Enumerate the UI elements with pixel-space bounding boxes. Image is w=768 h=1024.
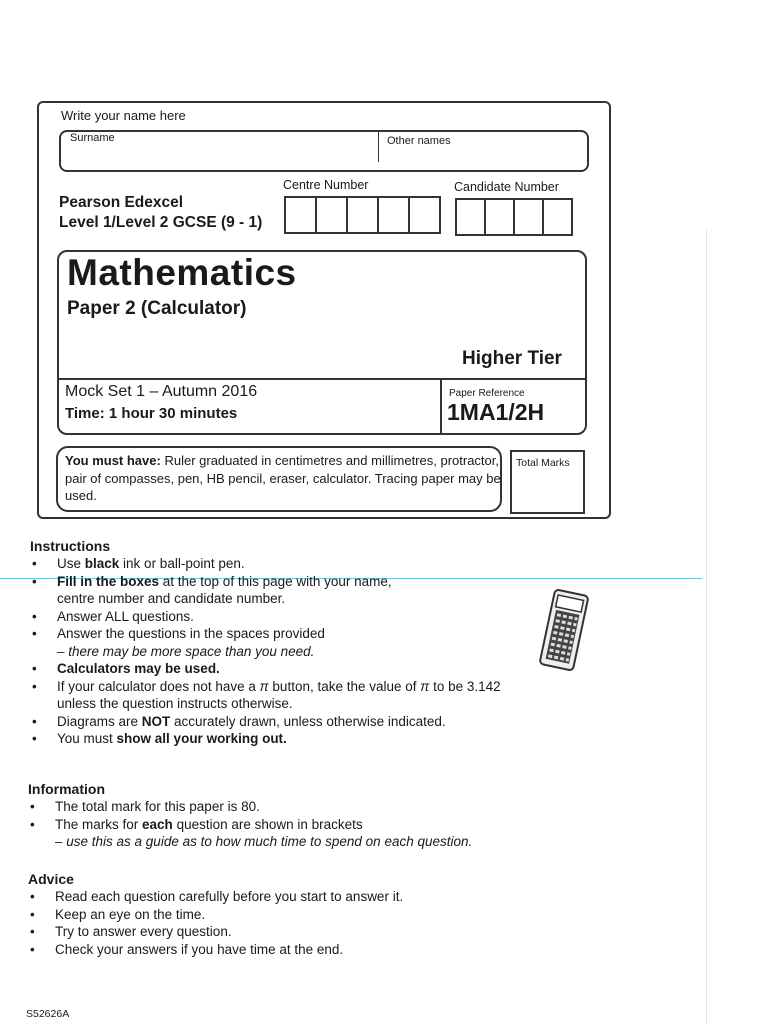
instructions-list xyxy=(30,555,590,748)
candidate-number-label: Candidate Number xyxy=(454,180,559,194)
instruction-text: to be 3.142 xyxy=(429,678,501,694)
information-text: The total mark for this paper is 80. xyxy=(55,799,260,814)
exam-board xyxy=(59,193,262,233)
name-divider xyxy=(378,130,379,162)
bullet: • xyxy=(30,941,35,957)
instruction-text: unless the question instructs otherwise. xyxy=(57,696,293,711)
centre-number-digit-box[interactable] xyxy=(408,196,441,234)
bullet: • xyxy=(32,713,37,729)
advice-heading: Advice xyxy=(28,871,74,887)
information-list xyxy=(28,798,588,851)
bullet: • xyxy=(32,661,37,676)
list-item xyxy=(28,923,588,941)
instructions-heading: Instructions xyxy=(30,538,111,554)
instruction-note: – there may be more space than you need. xyxy=(57,643,315,659)
name-prompt: Write your name here xyxy=(61,108,186,123)
centre-number-digit-box[interactable] xyxy=(377,196,410,234)
session-label: Mock Set 1 – Autumn 2016 xyxy=(65,383,258,400)
name-field-box[interactable] xyxy=(59,130,589,172)
list-item xyxy=(30,573,590,608)
bullet: • xyxy=(32,556,37,571)
instruction-emphasis: Calculators may be used. xyxy=(57,661,220,676)
tier-label: Higher Tier xyxy=(462,348,562,369)
information-text: question are shown in brackets xyxy=(172,816,363,832)
time-allowed: Time: 1 hour 30 minutes xyxy=(65,405,238,422)
instruction-text: button, take the value of xyxy=(268,678,421,694)
centre-number-digit-box[interactable] xyxy=(315,196,348,234)
candidate-number-digit-box[interactable] xyxy=(542,198,573,236)
information-emphasis: each xyxy=(142,816,173,832)
bullet: • xyxy=(30,924,35,939)
instruction-text: You must xyxy=(57,731,117,746)
bullet: • xyxy=(32,678,37,694)
list-item xyxy=(30,730,590,748)
list-item xyxy=(30,713,590,731)
subject-title: Mathematics xyxy=(67,252,297,293)
list-item xyxy=(28,888,588,906)
instruction-emphasis: Fill in the boxes xyxy=(57,573,160,589)
paper-reference-label: Paper Reference xyxy=(449,388,525,399)
pi-symbol: π xyxy=(259,678,269,694)
surname-label: Surname xyxy=(70,132,115,144)
centre-number-label: Centre Number xyxy=(283,178,369,192)
paper-code: S52626A xyxy=(26,1008,70,1020)
bullet: • xyxy=(32,608,37,624)
candidate-number-digit-box[interactable] xyxy=(484,198,515,236)
qualification-level: Level 1/Level 2 GCSE (9 - 1) xyxy=(59,214,263,231)
requirements-list: Ruler graduated in centimetres and millimetres, protractor, pair of compasses, pen, HB pencil, eraser, calculator. Tracing paper may be used. xyxy=(65,453,501,503)
instruction-text: Answer the questions in the spaces provided xyxy=(57,626,325,641)
title-divider xyxy=(59,378,585,380)
candidate-number-boxes[interactable] xyxy=(455,198,571,236)
advice-list xyxy=(28,888,588,958)
scan-edge xyxy=(706,230,707,1024)
bullet: • xyxy=(32,626,37,641)
pi-symbol: π xyxy=(420,678,430,694)
list-item xyxy=(30,678,590,713)
paper-reference-code: 1MA1/2H xyxy=(447,399,545,425)
bullet: • xyxy=(32,731,37,746)
advice-text: Keep an eye on the time. xyxy=(55,906,206,922)
list-item xyxy=(28,798,588,816)
information-heading: Information xyxy=(28,781,105,797)
instruction-emphasis: NOT xyxy=(141,713,171,729)
list-item xyxy=(28,941,588,959)
instruction-text: at the top of this page with your name, xyxy=(159,573,392,589)
list-item xyxy=(30,608,590,626)
candidate-number-digit-box[interactable] xyxy=(513,198,544,236)
advice-text: Read each question carefully before you start to answer it. xyxy=(55,889,404,904)
calculator-icon xyxy=(535,588,593,677)
instruction-emphasis: black xyxy=(84,556,120,571)
requirements-text xyxy=(65,452,501,505)
instructions-section xyxy=(30,537,590,748)
instruction-text: Answer ALL questions. xyxy=(57,608,194,624)
list-item xyxy=(28,816,588,851)
board-name: Pearson Edexcel xyxy=(59,194,184,211)
instruction-text: ink or ball-point pen. xyxy=(119,556,245,571)
bullet: • xyxy=(30,816,35,832)
instruction-text: Diagrams are xyxy=(57,713,142,729)
other-names-label: Other names xyxy=(387,135,451,147)
list-item xyxy=(28,906,588,924)
instruction-text: centre number and candidate number. xyxy=(57,591,286,606)
centre-number-digit-box[interactable] xyxy=(284,196,317,234)
information-text: The marks for xyxy=(55,816,143,832)
requirements-lead: You must have: xyxy=(65,453,161,468)
list-item xyxy=(30,555,590,573)
information-note: – use this as a guide as to how much time to spend on each question. xyxy=(55,834,473,849)
advice-section xyxy=(28,870,588,958)
bullet: • xyxy=(30,906,35,922)
information-section xyxy=(28,780,588,851)
instruction-text: Use xyxy=(57,556,85,571)
instruction-text: accurately drawn, unless otherwise indicated. xyxy=(170,713,446,729)
candidate-number-digit-box[interactable] xyxy=(455,198,486,236)
advice-text: Check your answers if you have time at the end. xyxy=(55,941,344,957)
centre-number-digit-box[interactable] xyxy=(346,196,379,234)
reference-divider xyxy=(440,378,442,433)
paper-title: Paper 2 (Calculator) xyxy=(67,298,247,319)
total-marks-label: Total Marks xyxy=(516,457,570,469)
bullet: • xyxy=(30,799,35,814)
bullet: • xyxy=(30,889,35,904)
list-item xyxy=(30,660,590,678)
instruction-emphasis: show all your working out. xyxy=(116,731,287,746)
list-item xyxy=(30,625,590,660)
bullet: • xyxy=(32,573,37,589)
centre-number-boxes[interactable] xyxy=(284,196,439,234)
instruction-text: If your calculator does not have a xyxy=(57,678,260,694)
advice-text: Try to answer every question. xyxy=(55,924,232,939)
